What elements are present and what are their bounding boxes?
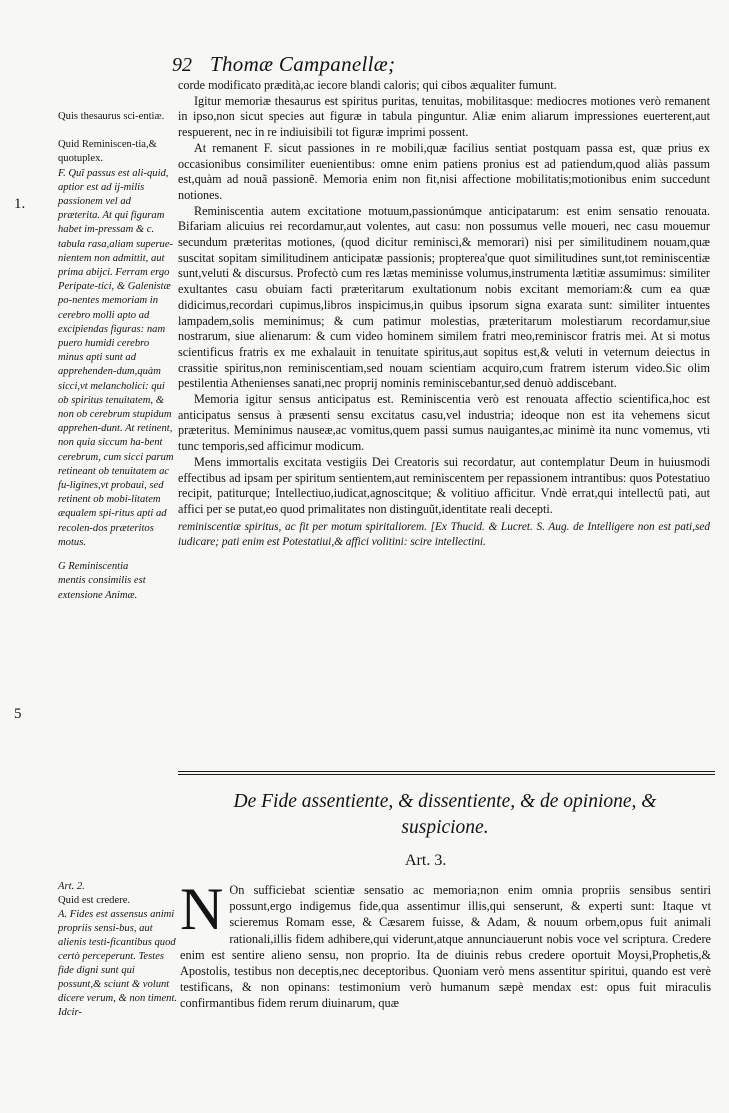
article-label: Art. 3.	[405, 852, 447, 869]
left-edge-mark: 1.	[14, 196, 26, 212]
main-paragraph: corde modificato prædità,ac iecore blandi caloris; qui cibos æqualiter fumunt.	[178, 78, 557, 92]
section-rule	[178, 771, 715, 772]
section-title-line: suspicione.	[401, 817, 489, 838]
running-head: Thomæ Campanellæ;	[210, 52, 396, 76]
section-rule	[178, 774, 715, 775]
margin-note-lead: Quis thesaurus sci-entiæ.	[58, 111, 165, 122]
margin-note	[58, 110, 175, 124]
main-text-column	[178, 78, 710, 550]
page-number: 92	[172, 54, 192, 76]
section-title	[205, 789, 685, 841]
section-title-line: De Fide assentiente, & dissentiente, & de opinione, &	[233, 791, 657, 812]
main-paragraph: Igitur memoriæ thesaurus est spiritus puritas, tenuitas, mobilitasque: mediocres motiones verò remanent in ipso,non sicut species aut figuræ in tabula pinguntur. Aliæ enim aliarum impressiones euerterent,aut respuerent, nec in re indiuisibili tot figuræ imprimi possent.	[178, 93, 710, 140]
drop-cap: N	[180, 876, 224, 942]
margin-note	[58, 138, 175, 550]
article-paragraph: On sufficiebat scientiæ sensatio ac memoria;non enim omnia propriis sensibus sentiri possunt,ergo indigemus fide,qua assentimur illis,qui senserunt, & experti sunt: Itaque vt scieremus Romam esse, & Cæsarem fuisse, & Adam, & nouum orbem,opus fuit animali rationali,illis fidem adhibere,qui viderunt,atque annunciauerunt nobis voce vel scriptura. Credere enim est sentire alieno sensu, non proprio. Ita de diuinis rebus credere oportuit Moysi,Prophetis,& Apostolis, testibus non deceptis,nec deceptoribus. Quoniam verò mens assentitur spiritui, quando est verè testificans, & non opinans: testimonium verò humanum sæpè mendax est: opus fuit miraculis confirmantibus fidem rerum diuinarum, quæ	[180, 883, 711, 1011]
margin-notes	[58, 110, 175, 613]
margin-note-lead: Quid Reminiscen-tia,& quotuplex.	[58, 139, 157, 165]
article-text	[180, 876, 711, 1012]
main-paragraph: Reminiscentia autem excitatione motuum,passionúmque anticipatarum: est enim sensatio renouata. Bifariam alicuius rei recordamur,aut volentes, aut casu: non possumus velle moueri, nec casu mouemur secundum præteritas motiones, (quod dicitur reminisci,& memorari) nisi per similitudinem nouam,quæ suscitat sopitam similitudinem anticipatæ passionis; propterea'que quot similitudines sunt,tot reminiscentiæ sunt,veluti & discursus. Profectò cum res lætas meminisse volumus,instrumenta lætitiæ assumimus: similiter exultantes casu obuiam facti præteritarum exultationum nobis excitant memoriam:& cum ea quæ didicimus,recordari cupimus,libros inspicimus,in quibus ipsorum signa exarata sunt: similiter intuentes lampadem,solis meminimus; & cum patimur molestias, præteritarum molestiarum recordamur,siue nostrarum, siue alienarum: & cum video hominem similem fratri meo,reminiscor fratris mei. At si motus scientificus fratris ex me exhalauit in tenuitate spiritus,aut sopitus est,& veluti in veternum deiectus in crassitie spiritus,non reminiscentiam,sed nouam scientiam acquiro,cum fratrem isterum video.Sic olim pestilentia Athenienses sanati,nec proprij nominis reminiscebantur,sed denuò addiscebant.	[178, 203, 710, 391]
citation-note: reminiscentiæ spiritus, ac fit per motum spiritaliorem. [Ex Thucid. & Lucret. S. Aug. de Intelligere non est pati,sed iudicare; pati enim est Potestatiui,& affici volitini: scire intellectini.	[178, 520, 710, 548]
article-margin-notes	[58, 880, 180, 1020]
margin-note-lead: G Reminiscentia	[58, 561, 129, 573]
margin-note-body: mentis consimilis est extensione Animæ.	[58, 575, 146, 601]
article-note-lead: Quid est credere.	[58, 895, 131, 906]
main-paragraph: At remanent F. sicut passiones in re mobili,quæ facilius sentiat postquam passa est, quæ prius ex occasionibus consimiliter euenientibus: omne enim patiens pronius est ad patiendum,quod aliàs passum est,quàm ad nouã passionẽ. Memoria enim non fit,nisi affectione mobilitatis;motionibus enim succedunt notiones.	[178, 140, 710, 202]
margin-note-body: F. Quî passus est ali-quid, aptior est ad ij-milis passionem vel ad præterita. At qui figuram habet im-pressam & c. tabula rasa,aliam superue-nientem non admittit, aut prima abijci. Ferram ergo Peripate-tici, & Galenistæ po-nentes memoriam in cerebro molli apto ad excipiendas figuras: nam puero humidi cerebro minus apti sunt ad apprehenden-dum,quàm sicci,vt melancholici: qui ob spiritus tenuitatem, & non ob cerebrum stupidum apprehen-dunt. At retinent, non quia siccum ha-bent cerebrum, cum sicci parum retineant ob tenuitatem ac fu-ligines,vt probaui, sed retinent ob mobi-litatem æqualem spi-ritus apti ad recolen-dos præteritos motus.	[58, 167, 174, 548]
main-paragraph: Memoria igitur sensus anticipatus est. Reminiscentia verò est renouata affectio scientifica,hoc est anticipatus sensus à præsenti sensu excitatus casu,vel industria; ideoque non est ita vehemens sicut præteritus. Meminimus nauseæ,ac vomitus,quem passi sumus nauigantes,ac minimè ita nunc vomemus, vti tunc temporis,sed afficimur modicum.	[178, 392, 710, 454]
article-note-body: A. Fides est assensus animi propriis sensi-bus, aut alienis testi-ficantibus quod certò perceperunt. Testes fide digni sunt qui possunt,& sciunt & volunt dicere verum, & non timent. Idcir-	[58, 909, 178, 1018]
margin-note	[58, 560, 175, 603]
left-edge-mark: 5	[14, 706, 22, 722]
article-note-label: Art. 2.	[58, 881, 85, 892]
main-paragraph: Mens immortalis excitata vestigiis Dei Creatoris sui recordatur, aut contemplatur Deum in huiusmodi effectibus ad ipsam per spiritum sentientem,aut reminiscentem per repassionem intrantibus: quos Potestatiuo recipit, patiturque; Intellectiuo,iudicat,agnoscitque; & volitiuo afficitur. Vndè errat,qui intellectû pati, aut affici per se putat,eo quod primalitates non distinguũt,identitate reali decepti.	[178, 454, 710, 516]
